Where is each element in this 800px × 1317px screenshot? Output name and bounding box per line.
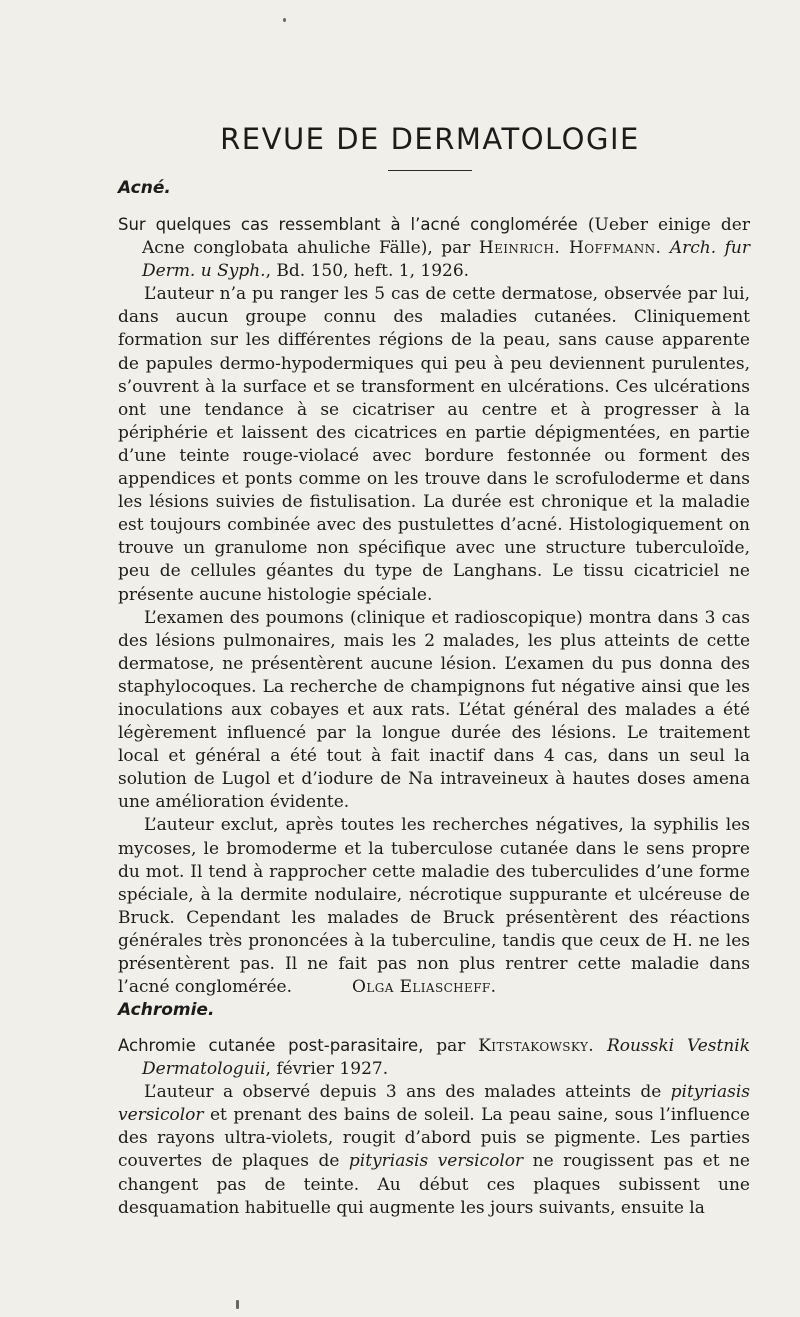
article-author-prefix: par	[423, 1036, 479, 1056]
article-title: Sur quelques cas ressemblant à l’acné conglomérée	[118, 215, 578, 234]
article-paragraph	[118, 814, 750, 999]
article-paragraph	[118, 1081, 750, 1220]
article-paragraph: L’examen des poumons (clinique et radioscopique) montra dans 3 cas des lésions pulmonaires, mais les 2 malades, les plus atteints de cette dermatose, ne présentèrent aucune lésion. L’examen du pus donna des staphylocoques. La recherche de champignons fut négative ainsi que les inoculations aux cobayes et aux rats. L’état général des malades a été légèrement influencé par la longue durée des lésions. Le traitement local et général a été tout à fait inactif dans 4 cas, dans un seul la solution de Lugol et d’iodure de Na intraveineux à hautes doses amena une amélioration évidente.	[118, 607, 750, 813]
section-heading-acne: Acné.	[118, 178, 171, 198]
paragraph-text: et prenant des bains de soleil. La peau saine, sous l’influence des rayons ultra-violets, rougit d’abord puis se pigmente. Les parties couvertes de plaques de	[118, 1105, 750, 1172]
article-source: Arch. fur Derm. u Syph.	[142, 238, 750, 282]
article-citation: , février 1927.	[265, 1059, 389, 1080]
article-paragraph: L’auteur n’a pu ranger les 5 cas de cette dermatose, observée par lui, dans aucun groupe connu des maladies cutanées. Cliniquement formation sur les différentes régions de la peau, sans cause apparente de papules dermo-hypodermiques qui peu à peu deviennent purulentes, s’ouvrent à la surface et se transforment en ulcérations. Ces ulcérations ont une tendance à se cicatriser au centre et à progresser à la périphérie et laissent des cicatrices en partie dépigmentées, en partie d’une teinte rouge-violacé avec bordure festonnée ou forment des appendices et ponts comme on les trouve dans le scrofuloderme et dans les lésions suivies de fistulisation. La durée est chronique et la maladie est toujours combinée avec des pustulettes d’acné. Histologiquement on trouve un granulome non spécifique avec une structure tuberculoïde, peu de cellules géantes du type de Langhans. Le tissu cicatriciel ne présente aucune histologie spéciale.	[118, 284, 750, 605]
article-achromie	[118, 1034, 750, 1220]
title-rule	[388, 170, 472, 171]
article-header	[118, 1034, 750, 1081]
paragraph-italic-term: pityriasis versicolor	[118, 1082, 750, 1126]
article-header	[118, 213, 750, 283]
paragraph-text: ne rougissent pas et ne changent pas de teinte. Au début ces plaques subissent une desquamation habituelle qui augmente les jours suivants, ensuite la	[118, 1151, 750, 1218]
article-title: Achromie cutanée post-parasitaire,	[118, 1036, 424, 1055]
article-signature: Olga Eliascheff.	[352, 977, 497, 998]
article-source: Rousski Vestnik Dermatologuii	[142, 1036, 750, 1080]
paper-speck	[236, 1300, 239, 1309]
article-author: Kitstakowsky.	[478, 1036, 595, 1056]
article-paragraph-text: L’auteur exclut, après toutes les recherches négatives, la syphilis les mycoses, le bromoderme et la tuberculose cutanée dans le sens propre du mot. Il tend à rapprocher cette maladie des tuberculides d’une forme spéciale, à la dermite nodulaire, nécrotique suppurante et ulcéreuse de Bruck. Cependant les malades de Bruck présentèrent des réactions générales très prononcées à la tuberculine, tandis que ceux de H. ne les présentèrent pas. Il ne fait pas non plus rentrer cette maladie dans l’acné conglomérée.	[118, 815, 750, 998]
article-original-title: (Ueber einige der Acne conglobata ahuliche Fälle), par	[142, 215, 750, 259]
section-heading-achromie: Achromie.	[118, 1000, 215, 1020]
paper-speck	[283, 18, 286, 22]
article-acne	[118, 213, 750, 999]
article-author: Heinrich. Hoffmann.	[478, 238, 662, 259]
article-citation: , Bd. 150, heft. 1, 1926.	[265, 261, 470, 282]
paragraph-italic-term: pityriasis versicolor	[348, 1151, 524, 1172]
paragraph-text: L’auteur a observé depuis 3 ans des malades atteints de	[144, 1082, 671, 1103]
journal-title: REVUE DE DERMATOLOGIE	[220, 122, 640, 156]
